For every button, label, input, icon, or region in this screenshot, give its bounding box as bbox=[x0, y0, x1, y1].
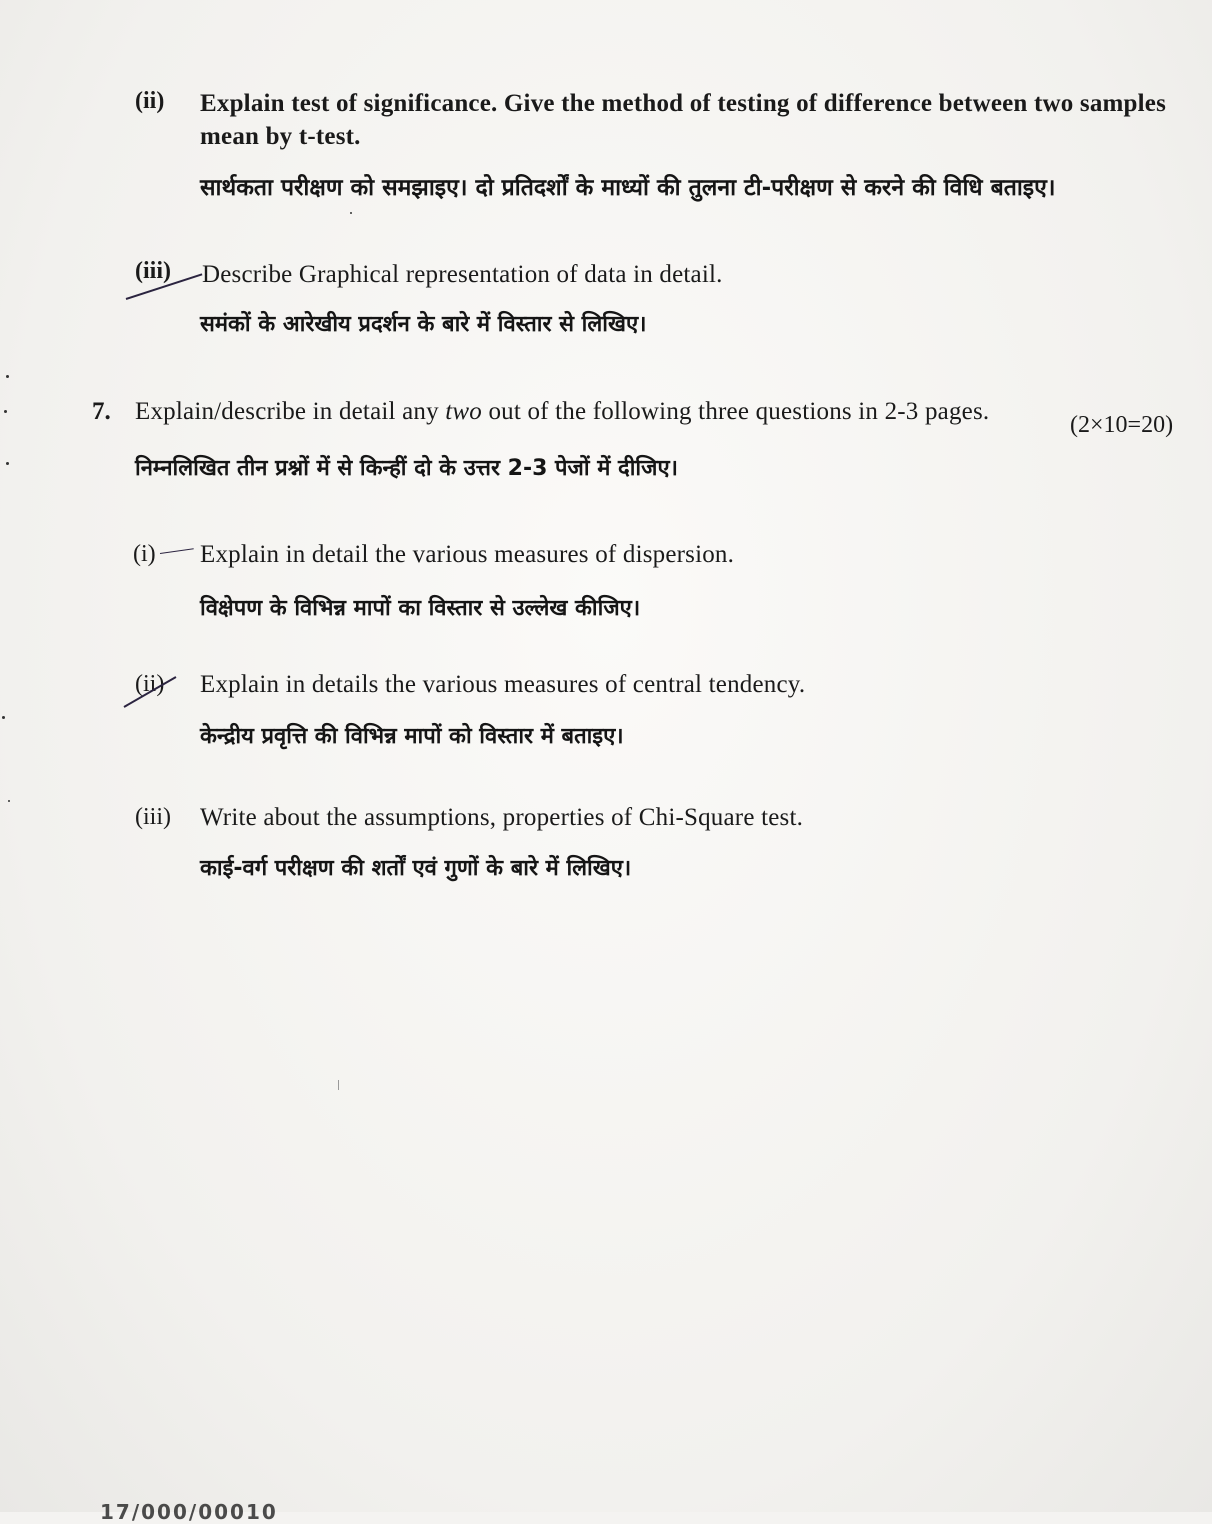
q7-marks: (2×10=20) bbox=[1070, 412, 1174, 438]
margin-speck bbox=[8, 800, 10, 802]
margin-speck bbox=[2, 716, 5, 719]
q6-ii-english-line1: Explain test of significance. Give the method of testing of difference between two samples bbox=[200, 90, 1167, 117]
margin-speck bbox=[4, 410, 7, 413]
ink-speck bbox=[338, 1080, 339, 1090]
q7-english-pre: Explain/describe in detail any bbox=[135, 398, 446, 425]
q7-i-hindi: विक्षेपण के विभिन्न मापों का विस्तार से उल्लेख कीजिए। bbox=[200, 596, 641, 621]
q7-ii-number: (ii) bbox=[135, 671, 165, 697]
margin-speck bbox=[6, 462, 9, 465]
q6-iii-hindi: समंकों के आरेखीय प्रदर्शन के बारे में विस्तार से लिखिए। bbox=[200, 312, 647, 337]
q7-i-number: (i) bbox=[133, 541, 156, 567]
q6-iii-english: Describe Graphical representation of data in detail. bbox=[202, 261, 723, 288]
q6-ii-hindi: सार्थकता परीक्षण को समझाइए। दो प्रतिदर्शों के माध्यों की तुलना टी-परीक्षण से करने की विधि बताइए। bbox=[200, 175, 1056, 201]
q7-number: 7. bbox=[92, 398, 111, 425]
q6-ii-english-line2: mean by t-test. bbox=[200, 123, 361, 150]
ink-speck bbox=[350, 212, 352, 214]
q7-iii-english: Write about the assumptions, properties of Chi-Square test. bbox=[200, 804, 804, 831]
q6-ii-number: (ii) bbox=[135, 88, 165, 114]
pen-mark bbox=[160, 548, 194, 554]
q7-english bbox=[135, 398, 989, 426]
q7-iii-number: (iii) bbox=[135, 804, 171, 830]
q7-ii-english: Explain in details the various measures of central tendency. bbox=[200, 671, 806, 698]
q7-ii-hindi: केन्द्रीय प्रवृत्ति की विभिन्न मापों को विस्तार में बताइए। bbox=[200, 724, 624, 749]
margin-speck bbox=[6, 375, 9, 378]
q7-hindi: निम्नलिखित तीन प्रश्नों में से किन्हीं दो के उत्तर 2-3 पेजों में दीजिए। bbox=[135, 456, 678, 481]
q7-english-post: out of the following three questions in 2-3 pages. bbox=[482, 398, 990, 425]
q7-english-italic: two bbox=[445, 398, 482, 425]
q6-iii-number: (iii) bbox=[135, 258, 171, 284]
footer-code: 17/000/00010 bbox=[100, 1500, 278, 1524]
q7-i-english: Explain in detail the various measures of dispersion. bbox=[200, 541, 735, 568]
q7-iii-hindi: काई-वर्ग परीक्षण की शर्तों एवं गुणों के बारे में लिखिए। bbox=[200, 856, 632, 881]
